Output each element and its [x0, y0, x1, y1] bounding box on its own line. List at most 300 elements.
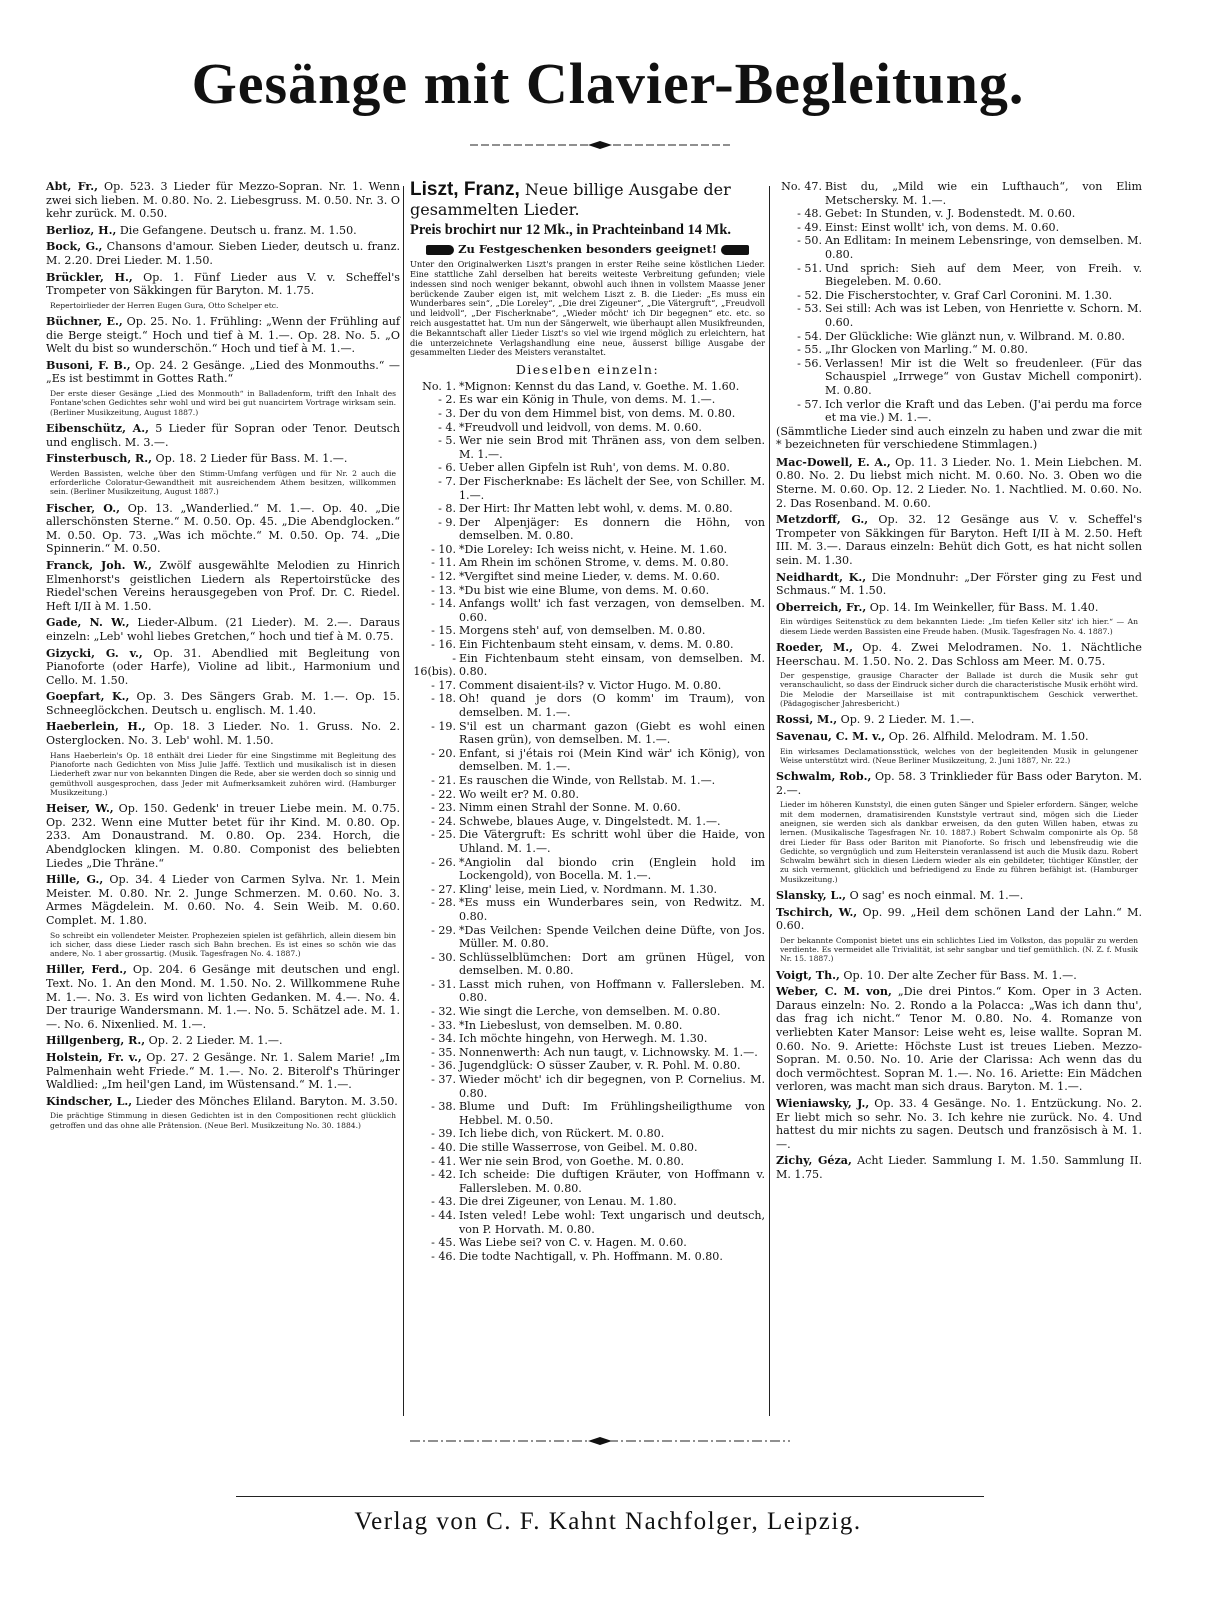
- catalog-entry: [46, 359, 400, 386]
- composer-name: Abt, Fr.,: [46, 180, 98, 193]
- song-row: [410, 1236, 765, 1250]
- song-number: - 30.: [431, 950, 456, 964]
- song-title: Der Fischerknabe: Es lächelt der See, von Schiller. M. 1.—.: [459, 474, 765, 502]
- catalog-entry: [46, 963, 400, 1031]
- catalog-entry: [46, 1051, 400, 1092]
- entry-text: Op. 3. Des Sängers Grab. M. 1.—. Op. 15. Schneeglöckchen. Deutsch u. englisch. M. 1.40.: [46, 690, 400, 717]
- song-number: - 41.: [431, 1154, 456, 1168]
- catalog-entry: [46, 452, 400, 466]
- catalog-entry: [776, 985, 1142, 1094]
- composer-name: Metzdorff, G.,: [776, 513, 869, 527]
- song-number: - 16(bis).: [413, 651, 456, 679]
- song-title: Morgens steh' auf, von demselben. M. 0.80.: [459, 624, 706, 638]
- page-title: Gesänge mit Clavier-Begleitung.: [191, 51, 1025, 116]
- song-number: - 29.: [431, 923, 456, 937]
- composer-name: Gade, N. W.,: [46, 616, 130, 630]
- song-row: [410, 421, 765, 435]
- composer-name: Zichy, Géza,: [776, 1154, 852, 1168]
- song-row: [776, 398, 1142, 425]
- song-row: [410, 788, 765, 802]
- catalog-entry: [46, 422, 400, 449]
- song-number: - 5.: [438, 434, 456, 448]
- composer-name: Holstein, Fr. v.,: [46, 1050, 142, 1064]
- song-title: S'il est un charmant gazon (Giebt es wohl einen Rasen grün), von demselben. M. 1.—.: [459, 719, 765, 747]
- composer-name: Busoni, F. B.,: [46, 358, 131, 372]
- song-title: Ein Fichtenbaum steht einsam, v. dems. M. 0.80.: [459, 638, 734, 652]
- song-title: *Angiolin dal biondo crin (Englein hold im Lockengold), von Bocella. M. 1.—.: [459, 855, 765, 883]
- song-row: [410, 570, 765, 584]
- song-number: - 18.: [431, 692, 456, 706]
- entry-text: 5 Lieder für Sopran oder Tenor. Deutsch und englisch. M. 3.—.: [46, 421, 401, 449]
- song-row: [410, 774, 765, 788]
- review-note: Der erste dieser Gesänge „Lied des Monmouth“ in Balladenform, trifft den Inhalt des Fontane'schen Gedichtes sehr wohl und wird bei gut nuancirtem Vortrage wirksam sein. (Berliner Musikzeitung, August 1887.): [50, 389, 396, 417]
- entry-text: Op. 10. Der alte Zecher für Bass. M. 1.—.: [843, 968, 1077, 982]
- entry-text: Op. 25. No. 1. Frühling: „Wenn der Frühling auf die Berge steigt.“ Hoch und tief à M. 1.—. Op. 28. No. 5. „O Welt du bist so wunderschön.“ Hoch und tief à M. 1.—.: [46, 315, 400, 356]
- song-title: Ich scheide: Die duftigen Kräuter, von Hoffmann v. Fallersleben. M. 0.80.: [459, 1168, 765, 1195]
- column-middle: [410, 180, 765, 1263]
- song-row: [410, 1168, 765, 1195]
- catalog-entry: [46, 720, 400, 747]
- liszt-song-list-continued: [776, 180, 1142, 425]
- song-title: Es rauschen die Winde, von Rellstab. M. 1.—.: [459, 773, 716, 787]
- entry-text: Op. 14. Im Weinkeller, für Bass. M. 1.40.: [869, 600, 1099, 614]
- song-row: [410, 1155, 765, 1169]
- song-title: *Freudvoll und leidvoll, von dems. M. 0.60.: [459, 420, 702, 434]
- composer-name: Franck, Joh. W.,: [46, 558, 152, 572]
- composer-name: Hille, G.,: [46, 873, 104, 887]
- song-title: Nimm einen Strahl der Sonne. M. 0.60.: [459, 801, 681, 815]
- catalog-entry: [46, 271, 400, 298]
- column-divider-right: [769, 186, 770, 1416]
- song-row: [776, 207, 1142, 221]
- song-title: Oh! quand je dors (O komm' im Traum), von demselben. M. 1.—.: [459, 692, 765, 719]
- review-note: Die prächtige Stimmung in diesen Gedichten ist in den Compositionen recht glücklich getroffen und das ohne alle Prätension. (Neue Berl. Musikzeitung No. 30. 1884.): [50, 1111, 396, 1130]
- composer-name: Berlioz, H.,: [46, 223, 117, 237]
- song-title: Comment disaient-ils? v. Victor Hugo. M. 0.80.: [459, 678, 722, 692]
- song-title: Am Rhein im schönen Strome, v. dems. M. 0.80.: [459, 556, 729, 570]
- song-title: Ueber allen Gipfeln ist Ruh', von dems. M. 0.80.: [459, 461, 730, 475]
- song-row: [410, 978, 765, 1005]
- composer-name: Gizycki, G. v.,: [46, 646, 143, 660]
- song-number: - 43.: [431, 1195, 456, 1209]
- catalog-entry: [776, 601, 1142, 615]
- song-row: [410, 1100, 765, 1127]
- song-number: - 17.: [431, 678, 456, 692]
- song-row: [410, 1073, 765, 1100]
- song-number: - 14.: [431, 597, 456, 611]
- song-row: [410, 502, 765, 516]
- composer-name: Oberreich, Fr.,: [776, 600, 867, 614]
- song-row: [410, 407, 765, 421]
- song-row: [410, 624, 765, 638]
- composer-name: Goepfart, K.,: [46, 690, 130, 704]
- catalog-entry: [776, 770, 1142, 797]
- composer-name: Schwalm, Rob.,: [776, 770, 872, 784]
- song-row: [410, 543, 765, 557]
- song-row: [410, 1059, 765, 1073]
- composer-name: Savenau, C. M. v.,: [776, 729, 886, 743]
- review-note: Der bekannte Componist bietet uns ein schlichtes Lied im Volkston, das populär zu werden verdiente. Es vermeidet alle Trivialität, ist sehr sangbar und tief gemüthlich. (N. Z. f. Musik Nr. 15. 1887.): [780, 935, 1138, 964]
- song-title: *Mignon: Kennst du das Land, v. Goethe. M. 1.60.: [459, 379, 740, 393]
- entry-text: Op. 27. 2 Gesänge. Nr. 1. Salem Marie! „Im Palmenhain weht Friede.“ M. 1.—. No. 2. Biterolf's Thüringer Waldlied: „Im heil'gen Land, im Wüstensand.“ M. 1.—.: [46, 1050, 400, 1092]
- catalog-entry: [46, 180, 400, 221]
- composer-name: Fischer, O.,: [46, 501, 120, 515]
- catalog-entry: [776, 571, 1142, 598]
- song-row: [410, 1209, 765, 1236]
- song-title: Nonnenwerth: Ach nun taugt, v. Lichnowsky. M. 1.—.: [459, 1045, 758, 1059]
- song-number: - 19.: [431, 719, 456, 733]
- composer-name: Heiser, W.,: [46, 802, 114, 816]
- entry-text: Op. 2. 2 Lieder. M. 1.—.: [148, 1034, 283, 1048]
- song-number: - 15.: [431, 624, 456, 638]
- composer-name: Hillgenberg, R.,: [46, 1034, 146, 1048]
- song-number: - 13.: [431, 583, 456, 597]
- song-row: [410, 883, 765, 897]
- song-row: [776, 234, 1142, 261]
- song-number: - 46.: [431, 1249, 456, 1263]
- entry-text: Op. 99. „Heil dem schönen Land der Lahn.“ M. 0.60.: [776, 905, 1143, 933]
- song-title: Jugendglück: O süsser Zauber, v. R. Pohl. M. 0.80.: [459, 1059, 741, 1073]
- composer-name: Kindscher, L.,: [46, 1094, 133, 1108]
- song-number: - 26.: [431, 855, 456, 869]
- song-title: Die Fischerstochter, v. Graf Carl Coronini. M. 1.30.: [825, 288, 1113, 302]
- song-row: [776, 180, 1142, 207]
- entry-text: Chansons d'amour. Sieben Lieder, deutsch u. franz. M. 2.20. Drei Lieder. M. 1.50.: [46, 240, 401, 267]
- song-number: - 51.: [797, 261, 822, 275]
- liszt-intro: Unter den Originalwerken Liszt's prangen in erster Reihe seine köstlichen Lieder. Eine stattliche Zahl derselben hat bereits weiteste Verbreitung gefunden; viele indessen sind noch weniger bekannt, obwohl auch ihnen in vollstem Maasse jener berückende Zauber eigen ist, mit welchem Liszt z. B. die Lieder: „Es muss ein Wunderbares sein“, „Die Loreley“, „Die drei Zigeuner“, „Die Vätergruft“, „Freudvoll und leidvoll“, „Der Fischerknabe“, „Wieder möcht' ich Dir begegnen“ etc. etc. so reich ausgestattet hat. Um nun der Sängerwelt, wie überhaupt allen Musikfreunden, die Bekanntschaft aller Lieder Liszt's so viel wie irgend möglich zu erleichtern, hat die unterzeichnete Verlagshandlung eine neue, äusserst billige Ausgabe der gesammelten Lieder des Meisters veranstaltet.: [410, 259, 765, 358]
- song-row: [410, 720, 765, 747]
- song-row: [410, 380, 765, 394]
- entry-text: Op. 13. „Wanderlied.“ M. 1.—. Op. 40. „Die allerschönsten Sterne.“ M. 0.50. Op. 45. „Die Abendglocken.“ M. 0.50. Op. 73. „Was ich möchte.“ M. 0.50. Op. 74. „Die Spinnerin.“ M. 0.50.: [46, 501, 400, 556]
- catalog-entry: [776, 906, 1142, 933]
- song-row: [410, 815, 765, 829]
- liszt-price: Preis brochirt nur 12 Mk., in Prachteinband 14 Mk.: [410, 222, 732, 238]
- song-title: Blume und Duft: Im Frühlingsheiligthume von Hebbel. M. 0.50.: [459, 1100, 765, 1127]
- composer-name: Roeder, M.,: [776, 641, 854, 654]
- song-number: - 37.: [431, 1073, 456, 1087]
- song-title: Sei still: Ach was ist Leben, von Henriette v. Schorn. M. 0.60.: [825, 302, 1142, 329]
- song-number: - 11.: [431, 556, 456, 570]
- review-note: Lieder im höheren Kunststyl, die einen guten Sänger und Spieler erfordern. Sänger, welche mit dem modernen, dramatisirenden Kunststyle vertraut sind, mögen sich die Lieder aneignen, sie werden sich als dankbar erweisen, da den guten Willen haben, etwas zu lernen. (Musikalische Tagesfragen Nr. 10. 1887.) Robert Schwalm componirte als Op. 58 drei Lieder für Bass oder Bariton mit Pianoforte. So frisch und lebensfreudig wie die Gedichte, so vergnüglich und zum Heiterstein veranlassend ist auch die Musik dazu. Robert Schwalm bewährt sich in diesen Liedern wieder als ein gebildeter, tüchtiger Künstler, der zu sich vermennt, glücklich und befriedigend zu Ende zu führen befähigt ist. (Hamburger Musikzeitung.): [780, 800, 1138, 884]
- composer-name: Slansky, L.,: [776, 889, 847, 903]
- song-title: Schlüsselblümchen: Dort am grünen Hügel, von demselben. M. 0.80.: [459, 950, 765, 978]
- entry-text: Op. 18. 3 Lieder. No. 1. Gruss. No. 2. Osterglocken. No. 3. Leb' wohl. M. 1.50.: [46, 720, 400, 748]
- song-title: *Du bist wie eine Blume, von dems. M. 0.60.: [459, 583, 710, 597]
- songs-availability-note: (Sämmtliche Lieder sind auch einzeln zu haben und zwar die mit * bezeichneten für verschiedene Stimmlagen.): [776, 424, 1142, 452]
- song-title: Wer nie sein Brod, von Goethe. M. 0.80.: [459, 1154, 685, 1168]
- song-row: [410, 638, 765, 652]
- song-number: - 20.: [431, 746, 456, 760]
- song-row: [776, 302, 1142, 329]
- entry-text: Op. 4. Zwei Melodramen. No. 1. Nächtliche Heerschau. M. 1.50. No. 2. Das Schloss am Meer. M. 0.75.: [776, 641, 1142, 668]
- catalog-entry: [776, 456, 1142, 510]
- composer-name: Rossi, M.,: [776, 713, 838, 727]
- song-title: Lasst mich ruhen, von Hoffmann v. Fallersleben. M. 0.80.: [459, 977, 765, 1005]
- song-number: - 49.: [797, 220, 822, 234]
- catalog-entry: [46, 1095, 400, 1109]
- column-right: [776, 180, 1142, 1185]
- song-row: [410, 801, 765, 815]
- catalog-entry: [776, 889, 1142, 903]
- review-note: Ein wirksames Declamationsstück, welches von der begleitenden Musik in gelungener Weise unterstützt wird. (Neue Berliner Musikzeitung, 2. Juni 1887, Nr. 22.): [780, 746, 1138, 765]
- song-title: An Edlitam: In meinem Lebensringe, von demselben. M. 0.80.: [825, 234, 1142, 261]
- song-row: [410, 461, 765, 475]
- song-row: [410, 692, 765, 719]
- entry-text: Acht Lieder. Sammlung I. M. 1.50. Sammlung II. M. 1.75.: [776, 1154, 1143, 1181]
- composer-name: Weber, C. M. von,: [776, 985, 892, 999]
- right-entries: [776, 456, 1142, 1182]
- song-row: [410, 747, 765, 774]
- song-title: Isten veled! Lebe wohl: Text ungarisch und deutsch, von P. Horvath. M. 0.80.: [459, 1208, 765, 1236]
- entry-text: Op. 31. Abendlied mit Begleitung von Pianoforte (oder Harfe), Violine ad libit., Harmonium und Cello. M. 1.50.: [46, 646, 400, 687]
- catalog-entry: [46, 647, 400, 688]
- song-title: Wer nie sein Brod mit Thränen ass, von dem selben. M. 1.—.: [459, 434, 765, 461]
- song-row: [410, 1019, 765, 1033]
- song-number: - 22.: [431, 787, 456, 801]
- song-number: - 38.: [431, 1100, 456, 1114]
- composer-name: Brückler, H.,: [46, 270, 133, 284]
- song-row: [776, 262, 1142, 289]
- song-number: - 56.: [797, 356, 822, 370]
- song-title: Der Hirt: Ihr Matten lebt wohl, v. dems. M. 0.80.: [459, 502, 733, 516]
- song-title: Der du von dem Himmel bist, von dems. M. 0.80.: [459, 406, 736, 420]
- catalog-entry: [46, 690, 400, 717]
- entry-text: Op. 11. 3 Lieder. No. 1. Mein Liebchen. M. 0.80. No. 2. Du liebst mich nicht. M. 0.60. No. 3. Oben wo die Sterne. M. 0.60. Op. 12. 2 Lieder. No. 1. Nachtlied. M. 0.60. No. 2. Das Rosenband. M. 0.60.: [776, 455, 1143, 510]
- ornamental-rule-bottom: [410, 1436, 790, 1446]
- song-title: Ich liebe dich, von Rückert. M. 0.80.: [459, 1127, 665, 1141]
- catalog-entry: [46, 224, 400, 238]
- song-number: - 48.: [797, 207, 822, 221]
- song-row: [410, 652, 765, 679]
- entry-text: „Die drei Pintos.“ Kom. Oper in 3 Acten. Daraus einzeln: No. 2. Rondo a la Polacca: „Was ich dann thu', das frag ich nicht.“ Tenor M. 0.80. No. 4. Romanze von verliebten Kater Mansor: Leise weht es, leise wallte. Sopran M. 0.60. No. 9. Ariette: Höchste Lust ist treues Lieben. Mezzo-Sopran. M. 0.50. No. 10. Arie der Clarissa: Ach wenn das du doch vermöchtest. Sopran M. 1.—. No. 16. Ariette: Ein Mädchen verloren, was macht man sich draus. Baryton. M. 1.—.: [776, 985, 1142, 1094]
- review-note: So schreibt ein vollendeter Meister. Prophezeien spielen ist gefährlich, allein diesem bin ich sicher, dass diese Lieder rasch sich Bahn brechen. Es ist eines so schön wie das andere, No. 1 aber grossartig. (Musik. Tagesfragen No. 4. 1887.): [50, 930, 396, 959]
- entry-text: Op. 33. 4 Gesänge. No. 1. Entzückung. No. 2. Er liebt mich so sehr. No. 3. Ich kehre nie zurück. No. 4. Und hattest du mir nichts zu sagen. Deutsch und französisch à M. 1.—.: [776, 1097, 1142, 1151]
- song-row: [776, 343, 1142, 357]
- song-row: [410, 1195, 765, 1209]
- catalog-entry: [46, 802, 400, 870]
- song-row: [410, 516, 765, 543]
- song-title: Verlassen! Mir ist die Welt so freudenleer. (Für das Schauspiel „Irrwege“ von Gustav Michell componirt). M. 0.80.: [825, 356, 1142, 397]
- entry-text: Lieder-Album. (21 Lieder). M. 2.—. Daraus einzeln: „Leb' wohl liebes Gretchen,“ hoch und tief à M. 0.75.: [46, 616, 400, 643]
- song-title: *Die Loreley: Ich weiss nicht, v. Heine. M. 1.60.: [459, 542, 728, 556]
- song-number: - 8.: [438, 502, 456, 516]
- song-number: - 24.: [431, 814, 456, 828]
- entry-text: Op. 523. 3 Lieder für Mezzo-Sopran. Nr. 1. Wenn zwei sich lieben. M. 0.80. No. 2. Liebesgruss. M. 0.50. Nr. 3. O kehr zurück. M. 0.50.: [46, 180, 400, 221]
- song-row: [776, 330, 1142, 344]
- song-row: [410, 856, 765, 883]
- song-number: - 34.: [431, 1032, 456, 1046]
- catalog-entry: [46, 240, 400, 267]
- song-row: [410, 1250, 765, 1264]
- song-number: No. 1.: [422, 379, 456, 393]
- entry-text: Op. 58. 3 Trinklieder für Bass oder Baryton. M. 2.—.: [776, 770, 1142, 797]
- catalog-entry: [46, 559, 400, 613]
- composer-name: Finsterbusch, R.,: [46, 452, 152, 466]
- composer-name: Eibenschütz, A.,: [46, 421, 149, 435]
- song-number: - 52.: [797, 288, 822, 302]
- liszt-name: Liszt, Franz,: [410, 179, 520, 200]
- song-number: - 10.: [431, 542, 456, 556]
- review-note: Der gespenstige, grausige Character der Ballade ist durch die Musik sehr gut veranschaulicht, so dass der Eindruck sicher durch die characteristische Musik erhöht wird. Die Melodie der Marseillaise ist mit contrapunktischem Geschick verwerthet. (Pädagogischer Jahresbericht.): [780, 671, 1138, 709]
- catalog-entry: [776, 513, 1142, 567]
- composer-name: Mac-Dowell, E. A.,: [776, 455, 891, 469]
- dieselben-heading: Dieselben einzeln:: [515, 362, 660, 378]
- publisher-imprint: Verlag von C. F. Kahnt Nachfolger, Leipzig.: [354, 1508, 862, 1535]
- song-title: Wieder möcht' ich dir begegnen, von P. Cornelius. M. 0.80.: [459, 1073, 765, 1100]
- composer-name: Bock, G.,: [46, 240, 103, 254]
- review-note: Repertoirlieder der Herren Eugen Gura, Otto Schelper etc.: [50, 300, 279, 310]
- entry-text: Op. 24. 2 Gesänge. „Lied des Monmouths.“ — „Es ist bestimmt in Gottes Rath.“: [46, 358, 400, 386]
- song-number: - 39.: [431, 1127, 456, 1141]
- song-number: - 12.: [431, 570, 456, 584]
- festive-text: Zu Festgeschenken besonders geeignet!: [458, 241, 717, 256]
- song-title: Gebet: In Stunden, v. J. Bodenstedt. M. 0.60.: [825, 207, 1076, 221]
- song-row: [410, 434, 765, 461]
- catalog-entry: [776, 1097, 1142, 1151]
- song-title: Anfangs wollt' ich fast verzagen, von demselben. M. 0.60.: [459, 597, 765, 624]
- song-row: [410, 896, 765, 923]
- column-left: [46, 180, 400, 1135]
- entry-text: Lieder des Mönches Eliland. Baryton. M. 3.50.: [135, 1094, 398, 1108]
- song-row: [410, 1127, 765, 1141]
- song-title: Die todte Nachtigall, v. Ph. Hoffmann. M. 0.80.: [459, 1249, 723, 1263]
- entry-text: Op. 9. 2 Lieder. M. 1.—.: [840, 713, 975, 727]
- composer-name: Tschirch, W.,: [776, 905, 858, 919]
- song-number: - 33.: [431, 1018, 456, 1032]
- song-title: Was Liebe sei? von C. v. Hagen. M. 0.60.: [459, 1236, 687, 1250]
- song-number: - 44.: [431, 1208, 456, 1222]
- song-number: - 40.: [431, 1141, 456, 1154]
- song-title: Wo weilt er? M. 0.80.: [459, 787, 579, 801]
- song-row: [410, 1032, 765, 1046]
- song-row: [410, 475, 765, 502]
- song-row: [410, 679, 765, 693]
- song-number: - 31.: [431, 977, 456, 991]
- song-row: [410, 393, 765, 407]
- composer-name: Wieniawsky, J.,: [776, 1097, 870, 1111]
- composer-name: Hiller, Ferd.,: [46, 963, 127, 977]
- song-number: - 57.: [797, 397, 822, 411]
- song-number: - 9.: [438, 515, 456, 529]
- song-row: [410, 828, 765, 855]
- song-row: [410, 1141, 765, 1155]
- song-number: - 36.: [431, 1059, 456, 1073]
- entry-text: Zwölf ausgewählte Melodien zu Hinrich Elmenhorst's geistlichen Liedern als Repertoirstücke des Riedel'schen Vereins herausgegeben von Prof. Dr. C. Riedel. Heft I/II à M. 1.50.: [46, 558, 400, 613]
- entry-text: Op. 34. 4 Lieder von Carmen Sylva. Nr. 1. Mein Meister. M. 0.80. Nr. 2. Junge Schmerzen. M. 0.60. No. 3. Armes Mägdelein. M. 0.60. No. 4. Sein Weib. M. 0.60. Complet. M. 1.80.: [46, 873, 400, 927]
- composer-name: Büchner, E.,: [46, 315, 123, 329]
- composer-name: Haeberlein, H.,: [46, 720, 146, 734]
- song-number: - 21.: [431, 773, 456, 787]
- entry-text: Op. 26. Alfhild. Melodram. M. 1.50.: [888, 729, 1089, 743]
- entry-text: Die Gefangene. Deutsch u. franz. M. 1.50.: [119, 223, 357, 237]
- song-title: Bist du, „Mild wie ein Lufthauch“, von Elim Metschersky. M. 1.—.: [825, 180, 1142, 207]
- song-title: Die stille Wasserrose, von Geibel. M. 0.80.: [459, 1141, 698, 1154]
- catalog-entry: [776, 1154, 1142, 1181]
- song-number: - 25.: [431, 828, 456, 842]
- song-title: Schwebe, blaues Auge, v. Dingelstedt. M. 1.—.: [459, 814, 721, 828]
- song-title: Wie singt die Lerche, von demselben. M. 0.80.: [459, 1005, 721, 1019]
- song-number: - 23.: [431, 801, 456, 815]
- song-title: Der Glückliche: Wie glänzt nun, v. Wilbrand. M. 0.80.: [825, 329, 1125, 343]
- song-title: Einst: Einst wollt' ich, von dems. M. 0.60.: [825, 220, 1060, 234]
- entry-text: Op. 1. Fünf Lieder aus V. v. Scheffel's Trompeter von Säkkingen für Baryton. M. 1.75.: [46, 270, 400, 298]
- song-number: - 6.: [438, 461, 456, 475]
- pointing-hand-icon: [721, 245, 749, 255]
- catalog-entry: [776, 713, 1142, 727]
- song-title: *Es muss ein Wunderbares sein, von Redwitz. M. 0.80.: [459, 896, 765, 923]
- review-note: Ein würdiges Seitenstück zu dem bekannten Liede: „Im tiefen Keller sitz' ich hier.“ — An diesem Liede werden Bassisten eine Freude haben. (Musik. Tagesfragen No. 4. 1887.): [780, 617, 1138, 636]
- entry-text: Op. 204. 6 Gesänge mit deutschen und engl. Text. No. 1. An den Mond. M. 1.50. No. 2. Willkommene Ruhe M. 1.—. No. 3. Es wird von lichten Gedanken. M. 4.—. No. 4. Der traurige Wandersmann. M. 1.—. No. 5. Schätzel ade. M. 1.—. No. 6. Nixenlied. M. 1.—.: [46, 963, 400, 1031]
- song-title: Die Vätergruft: Es schritt wohl über die Haide, von Uhland. M. 1.—.: [459, 828, 765, 855]
- entry-text: O sag' es noch einmal. M. 1.—.: [849, 889, 1024, 903]
- song-title: *In Liebeslust, von demselben. M. 0.80.: [459, 1018, 683, 1032]
- song-title: Enfant, si j'étais roi (Mein Kind wär' ich König), von demselben. M. 1.—.: [459, 746, 765, 774]
- song-title: *Vergiftet sind meine Lieder, v. dems. M. 0.60.: [459, 570, 720, 584]
- song-title: *Das Veilchen: Spende Veilchen deine Düfte, von Jos. Müller. M. 0.80.: [459, 923, 765, 951]
- ornamental-rule-top: [470, 140, 730, 150]
- catalog-entry: [46, 315, 400, 356]
- song-number: - 27.: [431, 882, 456, 896]
- song-number: - 7.: [438, 474, 456, 488]
- song-row: [410, 1046, 765, 1060]
- footer-rule: [236, 1496, 984, 1497]
- pointing-hand-icon: [426, 245, 454, 255]
- song-number: - 28.: [431, 896, 456, 910]
- catalog-entry: [46, 616, 400, 643]
- catalog-entry: [776, 969, 1142, 983]
- song-row: [410, 1005, 765, 1019]
- song-row: [776, 289, 1142, 303]
- song-number: - 55.: [797, 343, 822, 357]
- column-divider-left: [403, 186, 404, 1416]
- catalog-entry: [776, 730, 1142, 744]
- song-number: - 53.: [797, 302, 822, 316]
- song-row: [776, 221, 1142, 235]
- festive-note: [410, 243, 765, 257]
- song-number: No. 47.: [781, 180, 822, 193]
- song-number: - 54.: [797, 329, 822, 343]
- song-row: [410, 924, 765, 951]
- song-title: „Ihr Glocken von Marling.“ M. 0.80.: [825, 343, 1028, 357]
- catalog-entry: [46, 873, 400, 927]
- song-number: - 4.: [438, 420, 456, 434]
- song-row: [776, 357, 1142, 398]
- composer-name: Neidhardt, K.,: [776, 570, 867, 584]
- song-title: Und sprich: Sieh auf dem Meer, von Freih. v. Biegeleben. M. 0.60.: [825, 261, 1142, 289]
- review-note: Werden Bassisten, welche über den Stimm-Umfang verfügen und für Nr. 2 auch die erforderliche Coloratur-Gewandtheit mit ausreichendem Athem besitzen, willkommen sein. (Berliner Musikzeitung, August 1887.): [50, 468, 396, 497]
- song-title: Ich verlor die Kraft und das Leben. (J'ai perdu ma force et ma vie.) M. 1.—.: [825, 397, 1142, 425]
- song-row: [410, 584, 765, 598]
- song-number: - 42.: [431, 1168, 456, 1182]
- song-title: Ein Fichtenbaum steht einsam, von demselben. M. 0.80.: [459, 651, 765, 679]
- catalog-entry: [46, 1034, 400, 1048]
- liszt-song-list: [410, 380, 765, 1264]
- song-title: Der Alpenjäger: Es donnern die Höhn, von demselben. M. 0.80.: [459, 515, 765, 543]
- song-number: - 3.: [438, 406, 456, 420]
- entry-text: Op. 18. 2 Lieder für Bass. M. 1.—.: [155, 452, 348, 466]
- song-number: - 16.: [431, 638, 456, 652]
- song-number: - 2.: [438, 393, 456, 407]
- review-note: Hans Haeberlein's Op. 18 enthält drei Lieder für eine Singstimme mit Begleitung des Pianoforte nach Gedichten von Miss Julie Jaffé. Textlich und musikalisch ist in diesen Liederheft zwar nur von bekannten Dingen die Rede, aber sie werden doch so sinnig und gemüthvoll ausgesprochen, dass Jeder mit Aufmerksamkeit zuhören wird. (Hamburger Musikzeitung.): [50, 750, 396, 797]
- entry-text: Op. 32. 12 Gesänge aus V. v. Scheffel's Trompeter von Säkkingen für Baryton. Heft I/II à M. 2.50. Heft III. M. 3.—. Daraus einzeln: Behüt dich Gott, es hat nicht sollen sein. M. 1.30.: [776, 513, 1143, 568]
- composer-name: Voigt, Th.,: [776, 968, 840, 982]
- song-title: Ich möchte hingehn, von Herwegh. M. 1.30.: [459, 1032, 708, 1046]
- catalog-entry: [46, 502, 400, 556]
- song-number: - 45.: [431, 1236, 456, 1250]
- entry-text: Die Mondnuhr: „Der Förster ging zu Fest und Schmaus.“ M. 1.50.: [776, 570, 1142, 598]
- song-number: - 50.: [797, 234, 822, 248]
- song-row: [410, 951, 765, 978]
